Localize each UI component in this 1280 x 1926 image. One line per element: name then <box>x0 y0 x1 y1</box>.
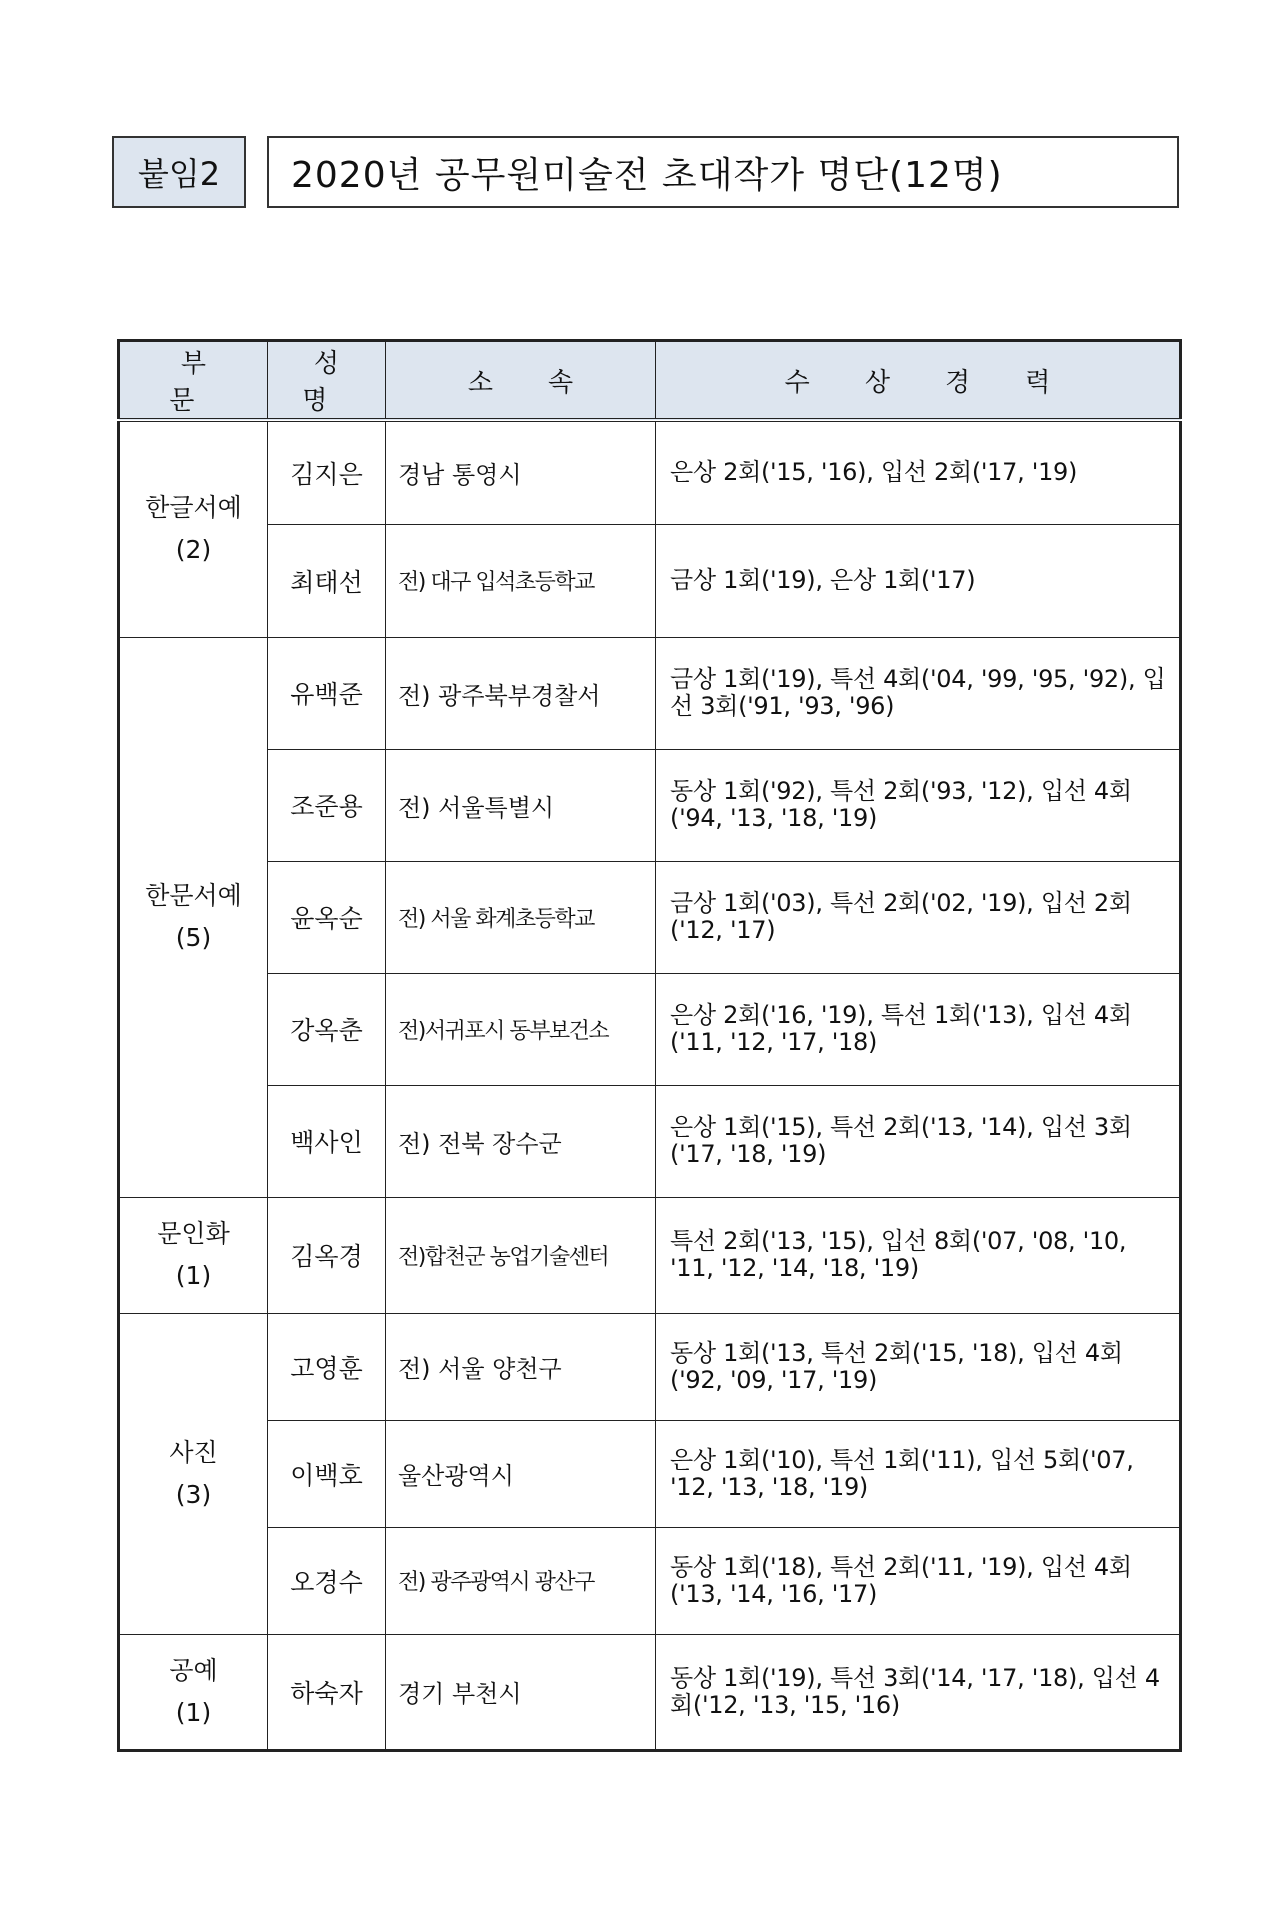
table-row <box>119 973 1181 1085</box>
affiliation: 전) 서울 화계초등학교 <box>386 861 656 973</box>
table-row <box>119 1313 1181 1420</box>
affiliation: 전) 대구 입석초등학교 <box>386 524 656 637</box>
award-history: 동상 1회('18), 특선 2회('11, '19), 입선 4회('13, '14, '16, '17) <box>656 1527 1181 1634</box>
artist-name: 유백준 <box>268 637 386 749</box>
artist-name: 고영훈 <box>268 1313 386 1420</box>
award-history: 은상 1회('10), 특선 1회('11), 입선 5회('07, '12, '13, '18, '19) <box>656 1420 1181 1527</box>
category-cell: 한글서예 (2) <box>119 420 268 637</box>
affiliation: 전) 광주광역시 광산구 <box>386 1527 656 1634</box>
table-row <box>119 524 1181 637</box>
column-header-affiliation: 소 속 <box>386 341 656 421</box>
affiliation: 전)합천군 농업기술센터 <box>386 1197 656 1313</box>
category-cell: 한문서예 (5) <box>119 637 268 1197</box>
category-cell: 문인화 (1) <box>119 1197 268 1313</box>
artist-name: 강옥춘 <box>268 973 386 1085</box>
artist-name: 김옥경 <box>268 1197 386 1313</box>
column-header-name: 성 명 <box>268 341 386 421</box>
artist-name: 윤옥순 <box>268 861 386 973</box>
table-row <box>119 749 1181 861</box>
table-row <box>119 1527 1181 1634</box>
category-cell: 사진 (3) <box>119 1313 268 1634</box>
artist-name: 김지은 <box>268 420 386 524</box>
award-history: 동상 1회('92), 특선 2회('93, '12), 입선 4회('94, '13, '18, '19) <box>656 749 1181 861</box>
affiliation: 울산광역시 <box>386 1420 656 1527</box>
table-row <box>119 1634 1181 1750</box>
affiliation: 경남 통영시 <box>386 420 656 524</box>
table-row <box>119 1420 1181 1527</box>
award-history: 은상 2회('15, '16), 입선 2회('17, '19) <box>656 420 1181 524</box>
affiliation: 전)서귀포시 동부보건소 <box>386 973 656 1085</box>
artist-name: 백사인 <box>268 1085 386 1197</box>
affiliation: 경기 부천시 <box>386 1634 656 1750</box>
award-history: 은상 2회('16, '19), 특선 1회('13), 입선 4회('11, '12, '17, '18) <box>656 973 1181 1085</box>
table-header-row <box>119 341 1181 421</box>
invited-artists-table <box>117 339 1182 1752</box>
artist-name: 이백호 <box>268 1420 386 1527</box>
table-row <box>119 420 1181 524</box>
page-title: 2020년 공무원미술전 초대작가 명단(12명) <box>267 136 1179 208</box>
affiliation: 전) 서울 양천구 <box>386 1313 656 1420</box>
affiliation: 전) 광주북부경찰서 <box>386 637 656 749</box>
category-cell: 공예 (1) <box>119 1634 268 1750</box>
award-history: 동상 1회('13, 특선 2회('15, '18), 입선 4회('92, '09, '17, '19) <box>656 1313 1181 1420</box>
award-history: 특선 2회('13, '15), 입선 8회('07, '08, '10, '11, '12, '14, '18, '19) <box>656 1197 1181 1313</box>
table-row <box>119 861 1181 973</box>
award-history: 금상 1회('19), 특선 4회('04, '99, '95, '92), 입선 3회('91, '93, '96) <box>656 637 1181 749</box>
artist-name: 오경수 <box>268 1527 386 1634</box>
attachment-badge: 붙임2 <box>112 136 246 208</box>
table-row <box>119 1197 1181 1313</box>
award-history: 금상 1회('03), 특선 2회('02, '19), 입선 2회('12, '17) <box>656 861 1181 973</box>
artist-name: 조준용 <box>268 749 386 861</box>
column-header-category: 부 문 <box>119 341 268 421</box>
table-row <box>119 637 1181 749</box>
table-row <box>119 1085 1181 1197</box>
award-history: 동상 1회('19), 특선 3회('14, '17, '18), 입선 4회('12, '13, '15, '16) <box>656 1634 1181 1750</box>
affiliation: 전) 서울특별시 <box>386 749 656 861</box>
column-header-awards: 수 상 경 력 <box>656 341 1181 421</box>
affiliation: 전) 전북 장수군 <box>386 1085 656 1197</box>
award-history: 은상 1회('15), 특선 2회('13, '14), 입선 3회('17, '18, '19) <box>656 1085 1181 1197</box>
artist-name: 최태선 <box>268 524 386 637</box>
award-history: 금상 1회('19), 은상 1회('17) <box>656 524 1181 637</box>
artist-name: 하숙자 <box>268 1634 386 1750</box>
